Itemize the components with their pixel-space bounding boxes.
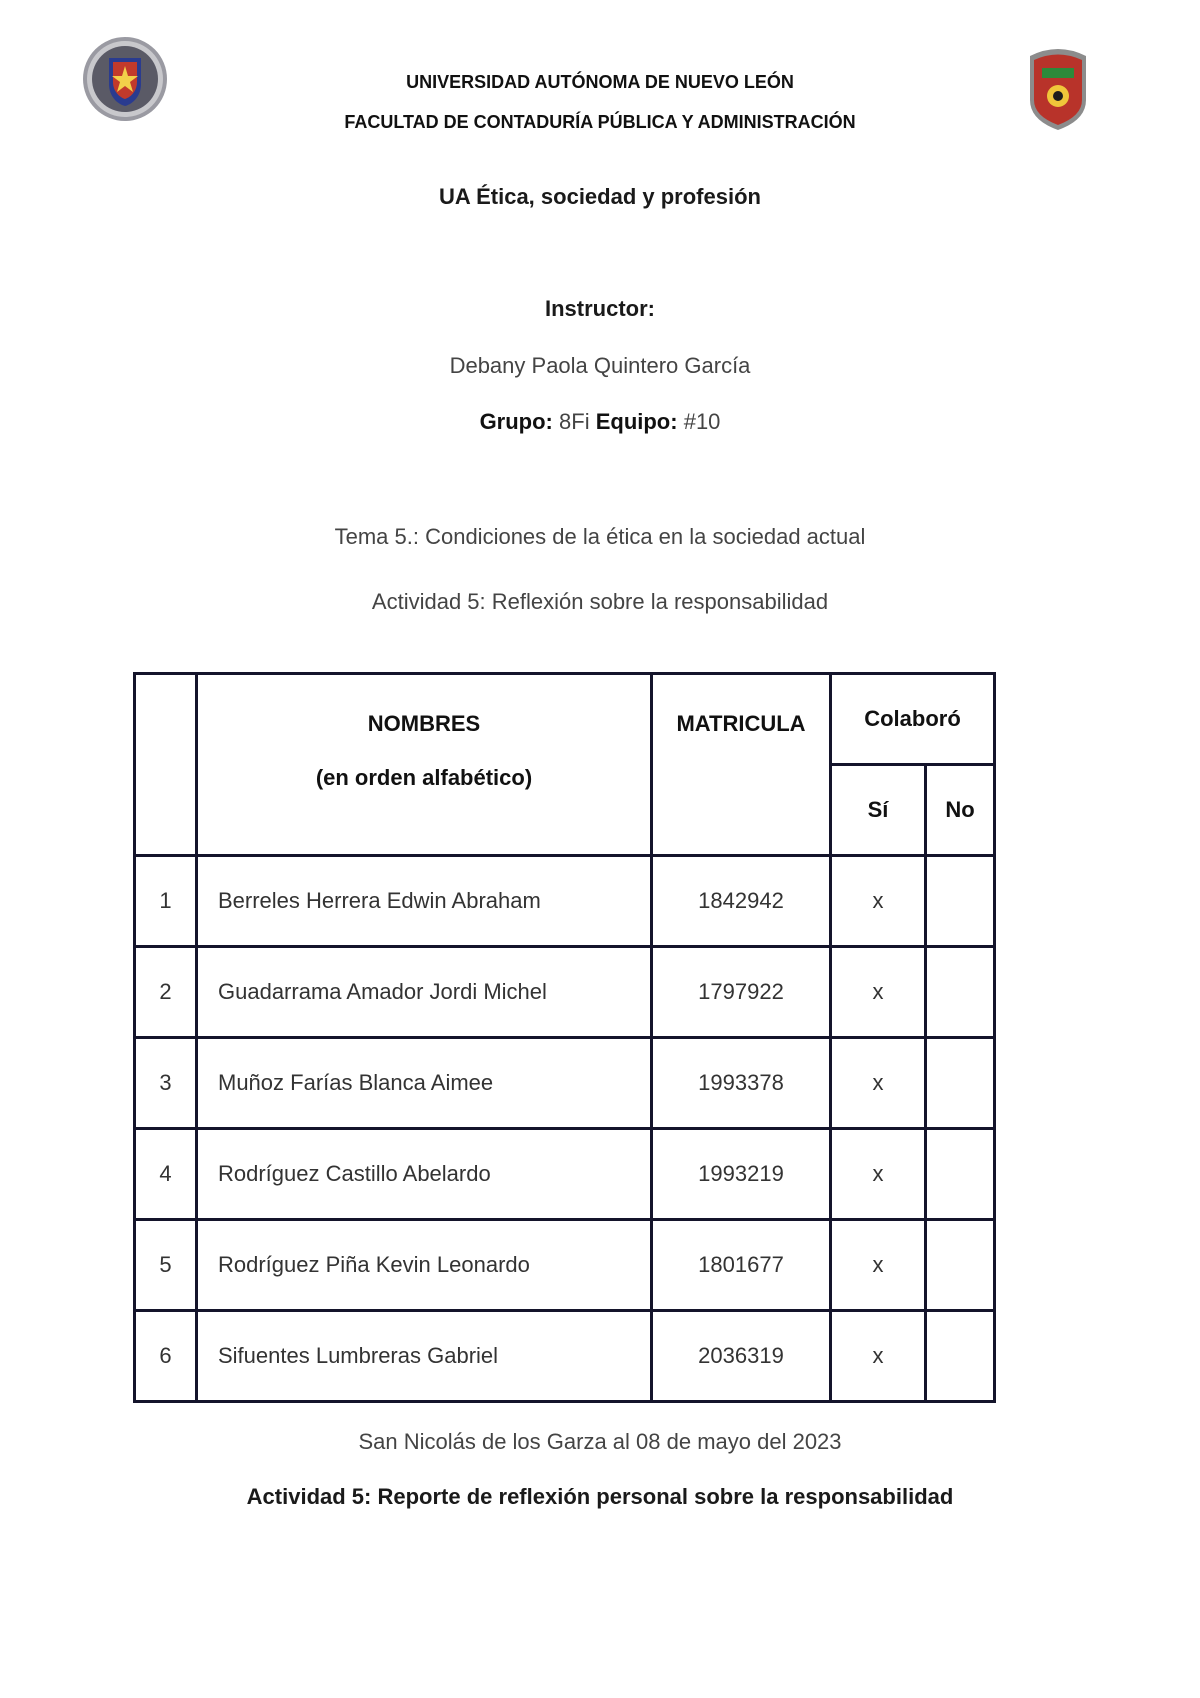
row-number: 3 xyxy=(135,1038,197,1129)
row-si-mark: x xyxy=(831,1311,926,1402)
row-matricula: 1993219 xyxy=(652,1129,831,1220)
row-matricula: 1801677 xyxy=(652,1220,831,1311)
row-name: Muñoz Farías Blanca Aimee xyxy=(197,1038,652,1129)
row-si-mark: x xyxy=(831,856,926,947)
row-number: 5 xyxy=(135,1220,197,1311)
row-name: Rodríguez Piña Kevin Leonardo xyxy=(197,1220,652,1311)
table-header-si: Sí xyxy=(831,765,926,856)
row-name: Sifuentes Lumbreras Gabriel xyxy=(197,1311,652,1402)
table-header-colaboro: Colaboró xyxy=(831,674,995,765)
place-date: San Nicolás de los Garza al 08 de mayo del 2023 xyxy=(358,1429,842,1454)
row-no-mark xyxy=(926,947,995,1038)
course-title: UA Ética, sociedad y profesión xyxy=(439,184,761,209)
header-names-label: NOMBRES xyxy=(367,711,481,736)
row-no-mark xyxy=(926,856,995,947)
row-si-mark: x xyxy=(831,1038,926,1129)
table-row xyxy=(135,947,995,1038)
row-no-mark xyxy=(926,1038,995,1129)
row-no-mark xyxy=(926,1311,995,1402)
row-si-mark: x xyxy=(831,947,926,1038)
row-number: 1 xyxy=(135,856,197,947)
row-matricula: 1842942 xyxy=(652,856,831,947)
table-row xyxy=(135,856,995,947)
report-title: Actividad 5: Reporte de reflexión personal sobre la responsabilidad xyxy=(246,1484,954,1509)
team-value: #10 xyxy=(683,409,721,434)
row-no-mark xyxy=(926,1220,995,1311)
table-row xyxy=(135,1129,995,1220)
row-number: 6 xyxy=(135,1311,197,1402)
row-matricula: 1797922 xyxy=(652,947,831,1038)
row-si-mark: x xyxy=(831,1129,926,1220)
row-name: Rodríguez Castillo Abelardo xyxy=(197,1129,652,1220)
table-header-matricula: MATRICULA xyxy=(652,674,831,856)
activity-subtitle: Actividad 5: Reflexión sobre la responsabilidad xyxy=(371,589,829,614)
row-name: Guadarrama Amador Jordi Michel xyxy=(197,947,652,1038)
row-name: Berreles Herrera Edwin Abraham xyxy=(197,856,652,947)
team-label: Equipo: xyxy=(595,409,678,434)
table-row xyxy=(135,1038,995,1129)
group-value: 8Fi xyxy=(559,409,590,434)
row-matricula: 2036319 xyxy=(652,1311,831,1402)
faculty-name: FACULTAD DE CONTADURÍA PÚBLICA Y ADMINISTRACIÓN xyxy=(344,112,856,132)
table-row xyxy=(135,1311,995,1402)
table-header-number xyxy=(135,674,197,856)
table-header-no: No xyxy=(926,765,995,856)
university-name: UNIVERSIDAD AUTÓNOMA DE NUEVO LEÓN xyxy=(406,72,794,92)
header-names-sublabel: (en orden alfabético) xyxy=(315,765,533,790)
row-matricula: 1993378 xyxy=(652,1038,831,1129)
row-number: 4 xyxy=(135,1129,197,1220)
instructor-name: Debany Paola Quintero García xyxy=(449,353,751,378)
group-line xyxy=(0,409,1200,435)
row-no-mark xyxy=(926,1129,995,1220)
members-table xyxy=(133,672,996,1403)
instructor-label: Instructor: xyxy=(545,296,655,321)
row-number: 2 xyxy=(135,947,197,1038)
table-row xyxy=(135,1220,995,1311)
topic: Tema 5.: Condiciones de la ética en la sociedad actual xyxy=(334,524,866,549)
table-header-names xyxy=(197,674,652,856)
group-label: Grupo: xyxy=(479,409,553,434)
row-si-mark: x xyxy=(831,1220,926,1311)
